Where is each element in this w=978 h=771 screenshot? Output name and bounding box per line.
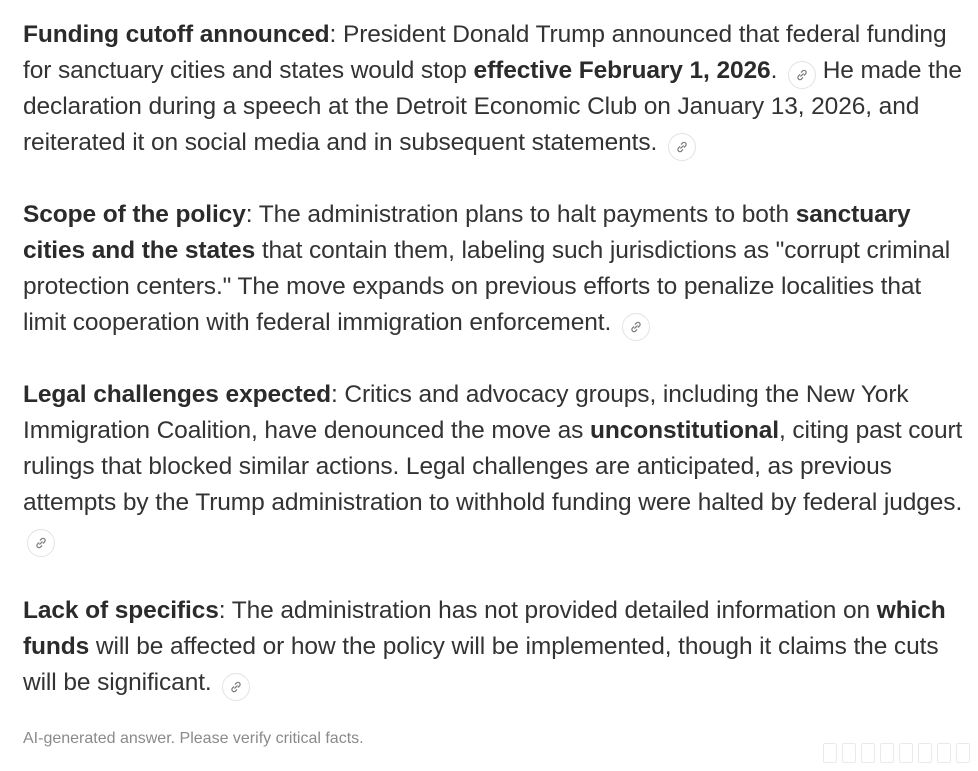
answer-body: [23, 17, 963, 737]
citation-link-icon[interactable]: [788, 61, 816, 89]
ai-disclaimer: AI-generated answer. Please verify critical facts.: [23, 730, 364, 747]
paragraph-heading: Funding cutoff announced: [23, 21, 330, 48]
paragraph-scope: Scope of the policy: The administration plans to halt payments to both sanctuary cities and the states that contain them, labeling such jurisdictions as "corrupt criminal protection centers." The move expands on previous efforts to penalize localities that limit cooperation with federal immigration enforcement.: [23, 197, 963, 341]
citation-link-icon[interactable]: [622, 313, 650, 341]
citation-link-icon[interactable]: [222, 673, 250, 701]
citation-link-icon[interactable]: [27, 529, 55, 557]
paragraph-heading: Scope of the policy: [23, 201, 246, 228]
paragraph-legal-challenges: Legal challenges expected: Critics and advocacy groups, including the New York Immigration Coalition, have denounced the move as unconstitutional, citing past court rulings that blocked similar actions. Legal challenges are anticipated, as previous attempts by the Trump administration to withhold funding were halted by federal judges.: [23, 377, 963, 557]
paragraph-heading: Legal challenges expected: [23, 381, 331, 408]
citation-link-icon[interactable]: [668, 133, 696, 161]
paragraph-funding-cutoff: Funding cutoff announced: President Donald Trump announced that federal funding for sanctuary cities and states would stop effective February 1, 2026. He made the declaration during a speech at the Detroit Economic Club on January 13, 2026, and reiterated it on social media and in subsequent statements.: [23, 17, 963, 161]
paragraph-heading: Lack of specifics: [23, 597, 219, 624]
watermark-logo: [823, 743, 970, 763]
paragraph-lack-of-specifics: Lack of specifics: The administration has not provided detailed information on which funds will be affected or how the policy will be implemented, though it claims the cuts will be significant.: [23, 593, 963, 701]
